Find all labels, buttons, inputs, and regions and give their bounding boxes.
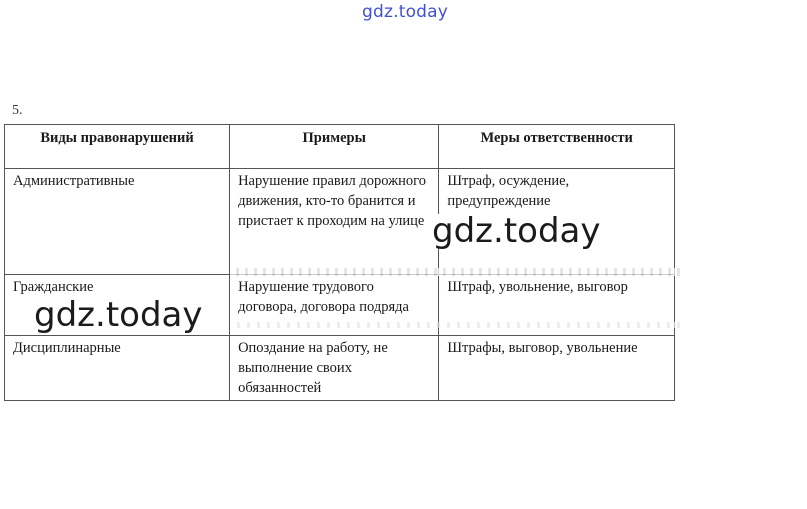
cell-example: Нарушение трудового договора, договора подряда (230, 275, 439, 336)
cell-offense-type: Гражданские (5, 275, 230, 336)
top-watermark: gdz.today (362, 2, 449, 22)
cell-measures: Штраф, осуждение, предупреждение (439, 169, 675, 275)
cell-offense-type: Дисциплинарные (5, 336, 230, 401)
cell-example: Нарушение правил дорожного движения, кто-то бранится и пристает к проходим на улице (230, 169, 439, 275)
offenses-table (4, 124, 675, 401)
table-row (5, 336, 675, 401)
cell-measures: Штраф, увольнение, выговор (439, 275, 675, 336)
cell-offense-type: Административные (5, 169, 230, 275)
table-header-row (5, 125, 675, 169)
middle-watermark: gdz.today (428, 214, 605, 248)
header-measures: Меры ответственности (439, 125, 675, 169)
task-number: 5. (12, 103, 23, 118)
scan-artifact (230, 268, 680, 276)
scan-artifact (230, 322, 680, 328)
left-watermark: gdz.today (30, 298, 207, 332)
header-offense-types: Виды правонарушений (5, 125, 230, 169)
header-examples: Примеры (230, 125, 439, 169)
cell-measures: Штрафы, выговор, увольнение (439, 336, 675, 401)
cell-example: Опоздание на работу, не выполнение своих обязанностей (230, 336, 439, 401)
